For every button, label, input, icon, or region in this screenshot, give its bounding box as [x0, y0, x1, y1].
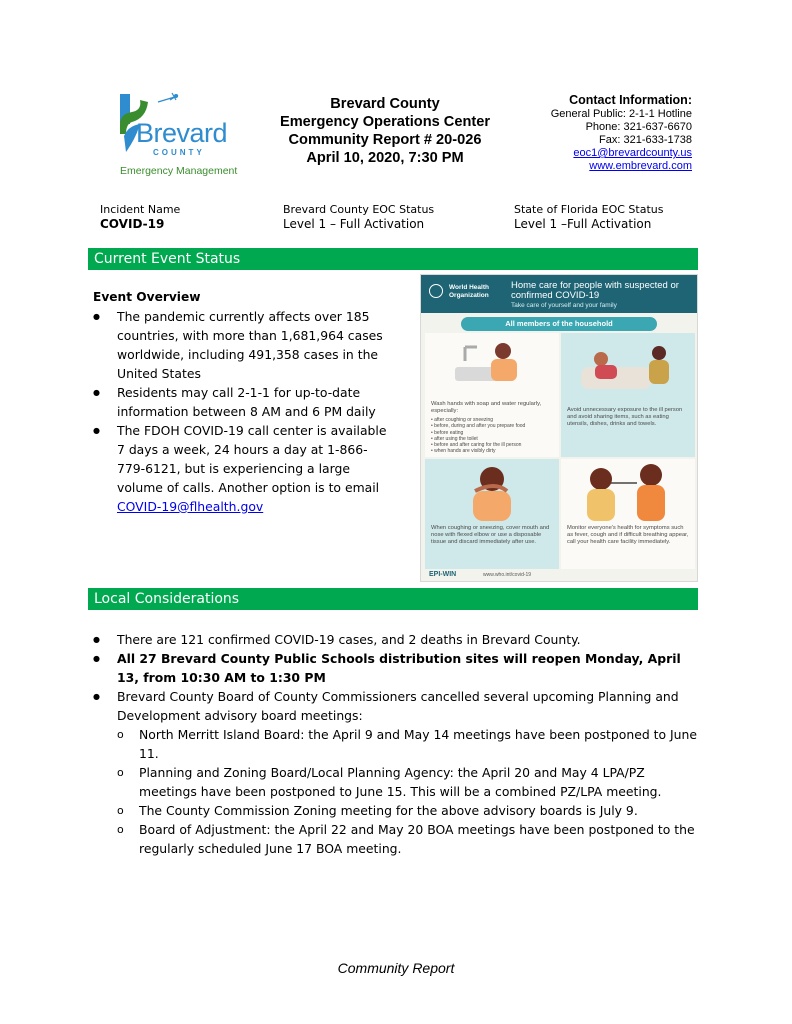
poster-panel-cough-etiquette: [425, 459, 559, 569]
panel4-text: Monitor everyone's health for symptoms such as fever, cough and if difficult breathing appear, call your health care facility immediately.: [567, 525, 689, 545]
poster-org: World Health Organization: [449, 284, 489, 299]
covid-email-link[interactable]: COVID-19@flhealth.gov: [117, 499, 264, 514]
contact-hotline: General Public: 2-1-1 Hotline: [550, 108, 692, 120]
thermometer-illustration-icon: [561, 461, 695, 523]
poster-title: Home care for people with suspected or confirmed COVID-19: [511, 280, 679, 301]
title-line-3: Community Report # 20-026: [288, 132, 482, 148]
overview-bullet: ● The pandemic currently affects over 185 countries, with more than 1,681,964 cases worldwide, including 491,358 cases in the United States: [93, 307, 393, 383]
title-line-4: April 10, 2020, 7:30 PM: [306, 150, 464, 166]
county-eoc-status: [283, 202, 434, 232]
overview-bullet: ● Residents may call 2-1-1 for up-to-date information between 8 AM and 6 PM daily: [93, 383, 393, 421]
logo-county-text: COUNTY: [153, 148, 205, 157]
logo-brand-text: Brevard: [136, 118, 228, 148]
overview-bullet: [93, 421, 393, 516]
who-globe-icon: [429, 284, 443, 298]
overview-heading: Event Overview: [93, 290, 201, 304]
poster-panel-handwashing: [425, 333, 559, 457]
state-eoc-status: [514, 202, 663, 232]
local-bullet-meetings: ● Brevard County Board of County Commissioners cancelled several upcoming Planning and Development advisory board meetings:: [93, 687, 703, 725]
state-status-value: Level 1 –Full Activation: [514, 217, 652, 231]
title-line-2: Emergency Operations Center: [279, 114, 491, 130]
meeting-item: o The County Commission Zoning meeting for the above advisory boards is July 9.: [93, 801, 703, 820]
overview-bullet-text: The FDOH COVID-19 call center is available 7 days a week, 24 hours a day at 1-866-779-6121, but is experiencing a large volume of calls. Another option is to email: [117, 423, 387, 495]
page-footer: Community Report: [337, 960, 455, 976]
panel3-text: When coughing or sneezing, cover mouth and nose with flexed elbow or use a disposable tissue and discard immediately after use.: [431, 525, 550, 545]
meeting-item: o Board of Adjustment: the April 22 and May 20 BOA meetings have been postponed to the regularly scheduled June 17 BOA meeting.: [93, 820, 703, 858]
brevard-logo: [118, 92, 243, 182]
contact-website-link[interactable]: www.embrevard.com: [589, 160, 692, 172]
section-local-considerations: Local Considerations: [88, 588, 698, 610]
handwashing-illustration-icon: [425, 337, 559, 397]
panel2-text: Avoid unnecessary exposure to the ill person and avoid sharing items, such as eating utensils, dishes, drinks and towels.: [567, 407, 683, 427]
local-bullet: ● There are 121 confirmed COVID-19 cases, and 2 deaths in Brevard County.: [93, 630, 703, 649]
section-current-event-status: Current Event Status: [88, 248, 698, 270]
incident-value: COVID-19: [100, 217, 165, 231]
local-bullet-schools: ● All 27 Brevard County Public Schools distribution sites will reopen Monday, April 13, from 10:30 AM to 1:30 PM: [93, 649, 703, 687]
meeting-item: o North Merritt Island Board: the April 9 and May 14 meetings have been postponed to June 11.: [93, 725, 703, 763]
poster-brand: EPI-WIN: [429, 571, 457, 578]
incident-label: Incident Name: [100, 203, 181, 216]
state-status-label: State of Florida EOC Status: [514, 203, 664, 216]
panel1-text: Wash hands with soap and water regularly, especially:: [431, 401, 542, 414]
poster-panel-avoid-exposure: [561, 333, 695, 457]
poster-subtitle: Take care of yourself and your family: [511, 302, 617, 309]
contact-phone: Phone: 321-637-6670: [585, 121, 692, 133]
county-status-value: Level 1 – Full Activation: [283, 217, 425, 231]
meeting-item: o Planning and Zoning Board/Local Planning Agency: the April 20 and May 4 LPA/PZ meetings have been postponed to June 15. This will be a combined PZ/LPA meeting.: [93, 763, 703, 801]
contact-heading: Contact Information:: [569, 93, 692, 107]
incident-status: [100, 202, 180, 232]
contact-info: [551, 93, 692, 173]
contact-fax: Fax: 321-633-1738: [599, 134, 692, 146]
poster-panel-monitor-health: [561, 459, 695, 569]
report-title: [262, 95, 508, 167]
panel1-list: • after coughing or sneezing • before, during and after you prepare food • before eating • after using the toilet • before and after caring for the ill person • when hands are visibly dirty: [431, 417, 526, 455]
poster-band: All members of the household: [461, 317, 657, 331]
who-home-care-poster: [420, 274, 698, 582]
county-status-label: Brevard County EOC Status: [283, 203, 435, 216]
contact-email-link[interactable]: eoc1@brevardcounty.us: [573, 147, 692, 159]
local-considerations: [93, 630, 703, 858]
logo-subtitle: Emergency Management: [120, 165, 238, 177]
caregiver-illustration-icon: [561, 337, 695, 401]
cough-illustration-icon: [425, 461, 559, 523]
title-line-1: Brevard County: [330, 96, 440, 112]
poster-url: www.who.int/covid-19: [483, 572, 532, 578]
event-overview: [93, 288, 393, 516]
